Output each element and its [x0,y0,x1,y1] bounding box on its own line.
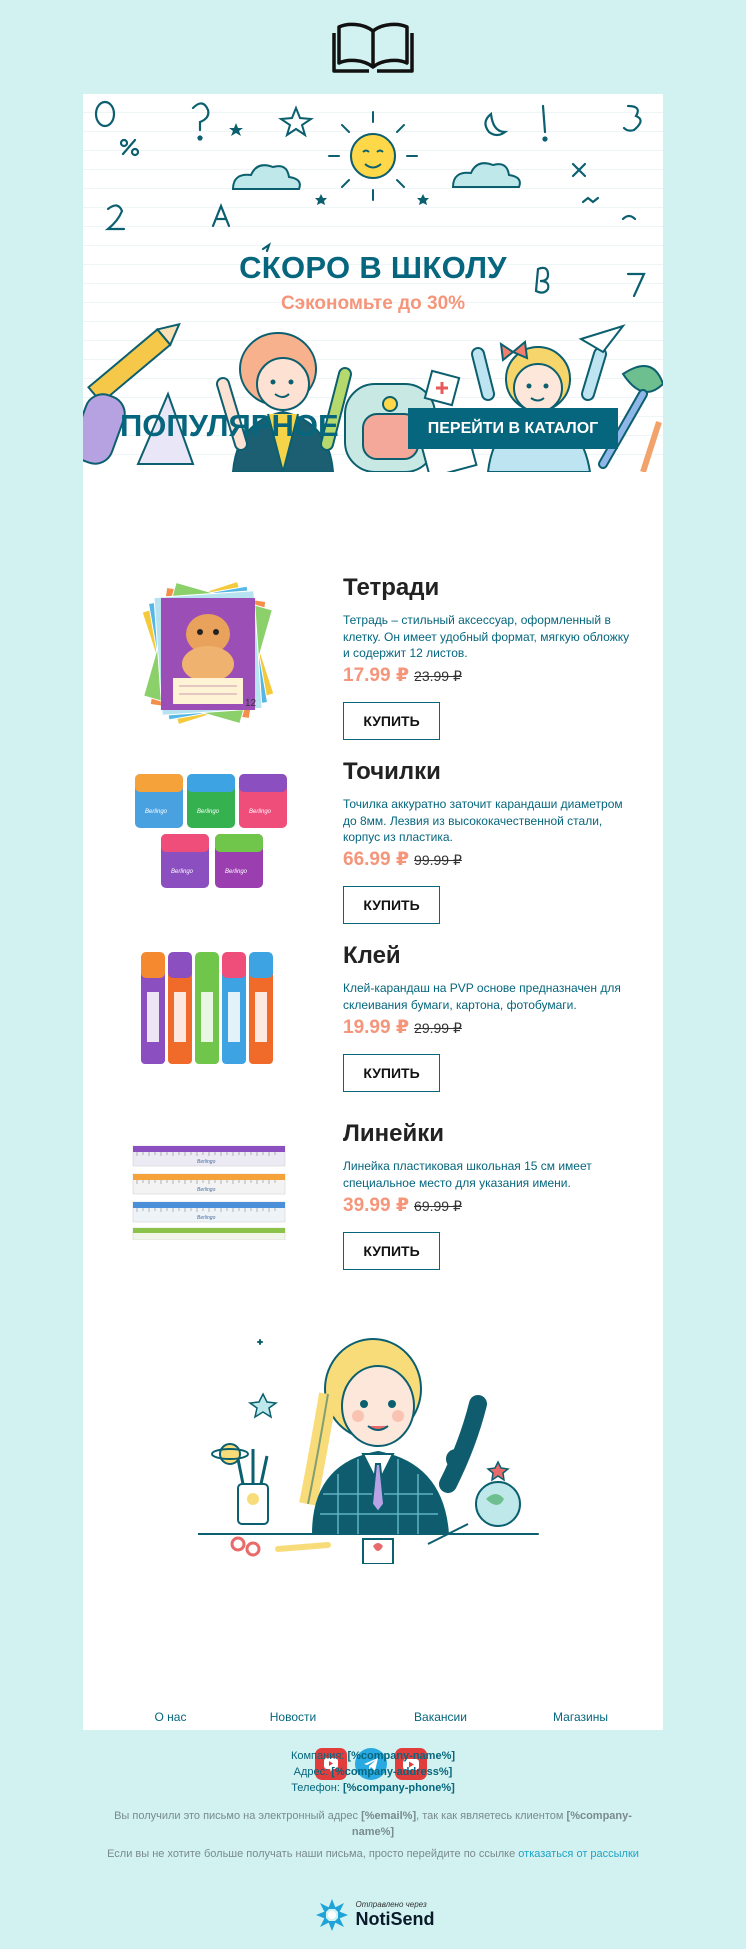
notice-text: Вы получили это письмо на электронный адрес [%email%], так как являетесь клиентом [%company-name%] [114,1810,632,1838]
hero-subtitle: Сэкономьте до 30% [280,293,466,314]
address-value: [%company-address%] [331,1766,453,1778]
product-image-notebooks [123,574,293,729]
brand-label: Berlingo [197,809,220,815]
product-name: Клей [343,942,401,969]
current-price: 66.99 ₽ [343,849,410,870]
brand-label: Berlingo [197,1187,216,1193]
product-price [343,664,462,687]
product-name: Точилки [343,758,441,785]
current-price: 19.99 ₽ [343,1017,410,1038]
nav-stores[interactable]: Магазины [553,1710,608,1724]
product-price [343,848,462,871]
buy-button[interactable]: КУПИТЬ [343,702,440,740]
nav-news[interactable]: Новости [269,1710,317,1724]
buy-button[interactable]: КУПИТЬ [343,1054,440,1092]
old-price: 23.99 ₽ [414,668,462,684]
product-description: Клей-карандаш на PVP основе предназначен для склеивания бумаги, картона, фотобумаги. [343,981,621,1012]
product-image-rulers [123,1130,293,1245]
product-description: Линейка пластиковая школьная 15 см имеет специальное место для указания имени. [343,1159,592,1190]
unsubscribe-text: Если вы не хотите больше получать наши письма, просто перейдите по ссылке отказаться от рассылки [107,1848,639,1860]
notisend-logo-icon [312,1895,352,1935]
product-price [343,1016,462,1039]
old-price: 29.99 ₽ [414,1020,462,1036]
product-description: Точилка аккуратно заточит карандаши диаметром до 8мм. Лезвия из высококачественной стали, корпус из пластика. [343,797,623,844]
girl-illustration [198,1334,548,1564]
popular-title: ПОПУЛЯРНОЕ [120,408,339,443]
notice-email: [%email%] [361,1810,417,1822]
hero-title: СКОРО В ШКОЛУ [239,250,507,285]
brand-label: Berlingo [171,869,194,875]
catalog-button[interactable]: ПЕРЕЙТИ В КАТАЛОГ [408,408,618,449]
email-card [83,94,663,1730]
buy-button[interactable]: КУПИТЬ [343,886,440,924]
old-price: 69.99 ₽ [414,1198,462,1214]
brand-label: Berlingo [249,809,272,815]
unsubscribe-link[interactable]: отказаться от рассылки [518,1848,639,1860]
current-price: 39.99 ₽ [343,1195,410,1216]
address-line: Адрес: [%company-address%] [293,1766,453,1778]
brand-label: Berlingo [225,869,248,875]
open-book-icon [331,19,415,75]
notisend-badge[interactable] [0,1892,746,1937]
current-price: 17.99 ₽ [343,665,410,686]
brand-label: Berlingo [197,1215,216,1221]
sent-via-label: Отправлено через [355,1899,427,1909]
company-value: [%company-name%] [347,1750,456,1762]
product-price [343,1194,462,1217]
product-name: Линейки [343,1120,444,1147]
product-image-glue [123,942,293,1077]
notebook-count-label: 12 [245,698,257,709]
phone-line: Телефон: [%company-phone%] [291,1782,455,1794]
header-logo[interactable] [0,0,746,94]
old-price: 99.99 ₽ [414,852,462,868]
nav-vacancies[interactable]: Вакансии [414,1710,467,1724]
buy-button[interactable]: КУПИТЬ [343,1232,440,1270]
product-description: Тетрадь – стильный аксессуар, оформленный в клетку. Он имеет удобный формат, мягкую обложку и содержит 12 листов. [343,613,630,660]
brand-label: Berlingo [145,809,168,815]
notisend-brand: NotiSend [355,1908,435,1929]
brand-label: Berlingo [197,1159,216,1165]
company-line: Компания: [%company-name%] [290,1750,456,1762]
phone-value: [%company-phone%] [342,1782,455,1794]
notice-company: [%company-name%] [351,1810,632,1838]
product-image-sharpeners [123,758,293,903]
nav-about[interactable]: О нас [154,1710,187,1724]
product-name: Тетради [343,574,440,601]
